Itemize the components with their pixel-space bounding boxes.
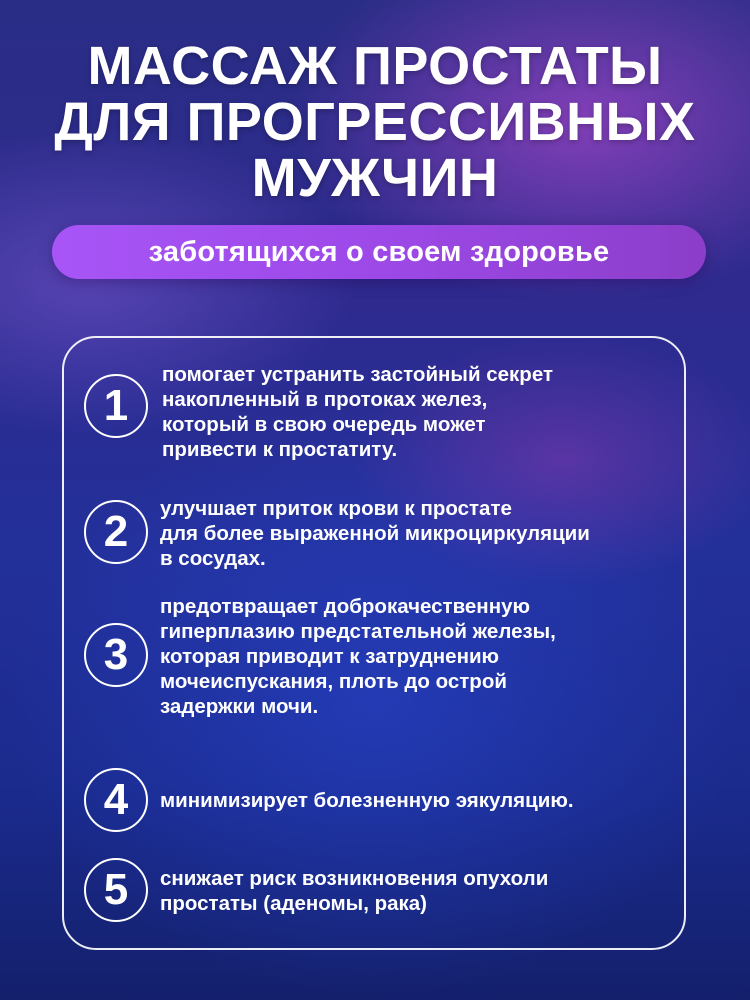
benefit-3-line-1: предотвращает доброкачественную [160, 595, 530, 618]
benefit-5-line-2: простаты (аденомы, рака) [160, 892, 427, 915]
benefit-1-line-1: помогает устранить застойный секрет [162, 363, 553, 386]
benefit-text-2 [160, 496, 670, 571]
benefit-text-4 [160, 788, 670, 813]
benefits-card [62, 336, 686, 950]
number-badge-2 [84, 500, 148, 564]
number-4: 4 [103, 775, 129, 824]
title-line-1: МАССАЖ ПРОСТАТЫ [87, 36, 663, 96]
benefit-3-line-3: которая приводит к затруднению [160, 645, 500, 668]
number-badge-5 [84, 858, 148, 922]
benefit-1-line-3: который в свою очередь может [162, 413, 486, 436]
benefit-2-line-2: для более выраженной микроциркуляции [160, 522, 590, 545]
benefit-2-line-3: в сосудах. [160, 547, 266, 570]
benefit-5-line-1: снижает риск возникновения опухоли [160, 867, 549, 890]
benefit-4-line-1: минимизирует болезненную эякуляцию. [160, 789, 574, 812]
number-5: 5 [103, 865, 129, 914]
number-1: 1 [103, 381, 129, 430]
benefit-text-1 [162, 362, 672, 462]
number-2: 2 [103, 507, 129, 556]
benefit-text-3 [160, 594, 670, 719]
number-badge-3 [84, 623, 148, 687]
benefit-3-line-4: мочеиспускания, плоть до острой [160, 670, 507, 693]
subtitle-text: заботящихся о своем здоровье [148, 235, 610, 268]
benefit-2-line-1: улучшает приток крови к простате [160, 497, 512, 520]
number-3: 3 [103, 630, 129, 679]
title-line-2: ДЛЯ ПРОГРЕССИВНЫХ [54, 92, 696, 152]
benefit-1-line-2: накопленный в протоках желез, [162, 388, 488, 411]
benefit-1-line-4: привести к простатиту. [162, 438, 398, 461]
benefit-3-line-5: задержки мочи. [160, 695, 319, 718]
number-badge-4 [84, 768, 148, 832]
number-badge-1 [84, 374, 148, 438]
subtitle-banner [52, 225, 706, 279]
page-title [0, 38, 750, 206]
benefit-text-5 [160, 866, 670, 916]
title-line-3: МУЖЧИН [251, 148, 499, 208]
benefit-3-line-2: гиперплазию предстательной железы, [160, 620, 556, 643]
